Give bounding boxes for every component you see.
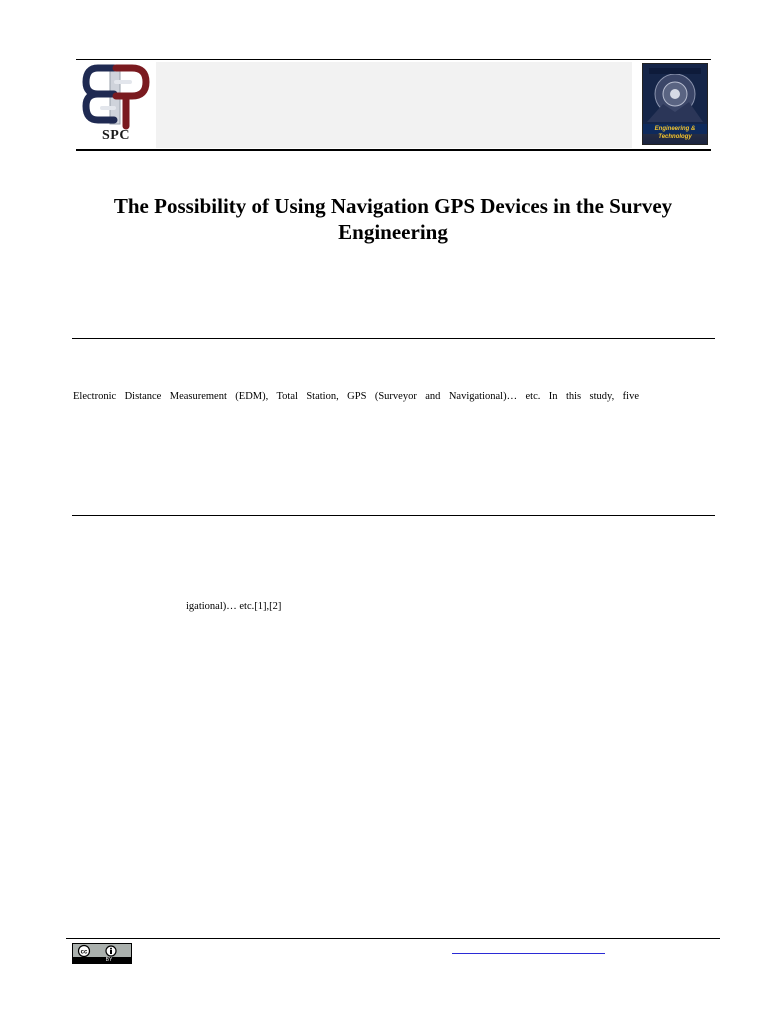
journal-cover-image	[642, 63, 708, 145]
paper-title: The Possibility of Using Navigation GPS Devices in the Survey Engineering	[113, 194, 673, 244]
header-top-rule	[76, 59, 711, 60]
abstract-text: Electronic Distance Measurement (EDM), Total Station, GPS (Surveyor and Navigational)… etc. In this study, five	[73, 391, 639, 402]
footer-rule	[66, 938, 720, 939]
abstract-top-rule	[72, 338, 715, 339]
cc-by-icon[interactable]	[72, 943, 132, 964]
logo-text: SPC	[102, 128, 130, 143]
footer-link[interactable]	[452, 953, 605, 954]
svg-text:cc: cc	[80, 949, 88, 956]
header-band	[156, 62, 632, 148]
cover-band-text: Engineering & Technology	[654, 126, 696, 140]
cc-by-label: BY	[105, 957, 113, 963]
body-text-fragment: igational)… etc.[1],[2]	[186, 601, 282, 612]
abstract-bottom-rule	[72, 515, 715, 516]
header-bottom-rule	[76, 149, 711, 151]
